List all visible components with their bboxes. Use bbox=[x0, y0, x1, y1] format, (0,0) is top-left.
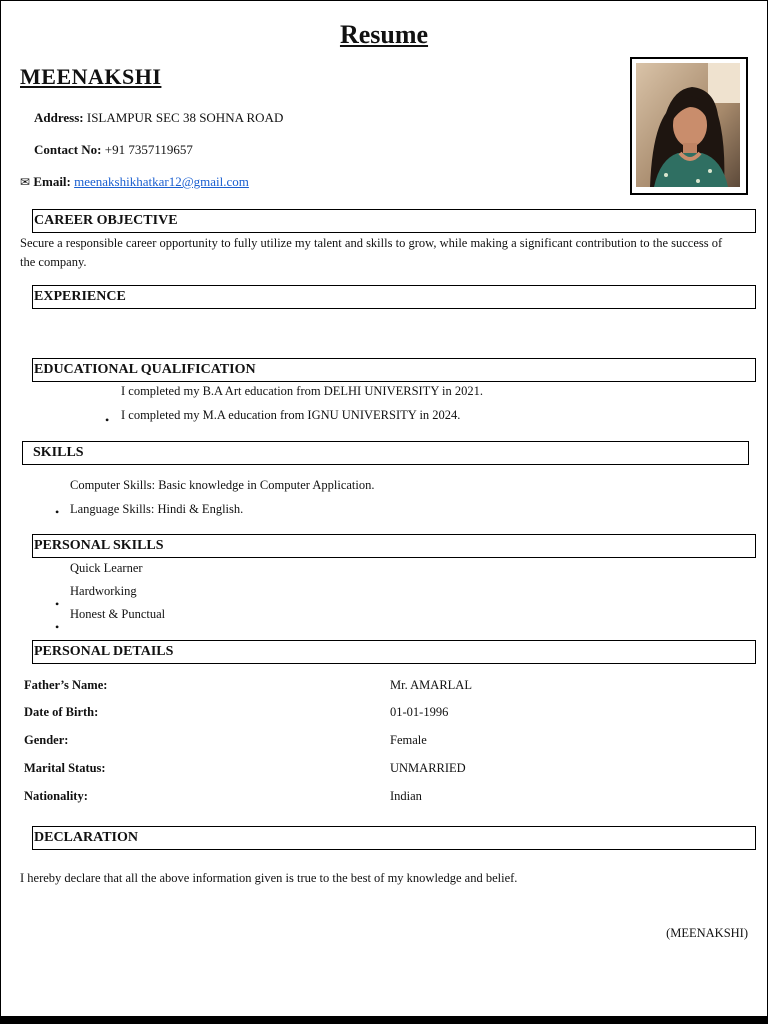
list-item: I completed my B.A Art education from DELHI UNIVERSITY in 2021. bbox=[121, 384, 483, 398]
photo-image bbox=[636, 63, 740, 187]
list-item: I completed my M.A education from IGNU UNIVERSITY in 2024. bbox=[121, 408, 461, 422]
list-item: Language Skills: Hindi & English. bbox=[70, 502, 244, 516]
portrait-illustration bbox=[636, 63, 740, 187]
detail-value-gender: Female bbox=[390, 733, 427, 747]
phone-value: +91 7357119657 bbox=[104, 142, 193, 157]
phone-line bbox=[34, 142, 193, 158]
section-header-declaration: DECLARATION bbox=[32, 826, 756, 850]
detail-value-dob: 01-01-1996 bbox=[390, 705, 449, 719]
address-line bbox=[34, 110, 283, 126]
bullet-icon: • bbox=[55, 620, 60, 634]
email-line bbox=[20, 174, 249, 190]
list-item: Hardworking bbox=[70, 584, 137, 598]
bullet-icon: • bbox=[105, 413, 110, 427]
address-value: ISLAMPUR SEC 38 SOHNA ROAD bbox=[86, 110, 284, 125]
section-header-skills: SKILLS bbox=[22, 441, 749, 465]
list-item: Honest & Punctual bbox=[70, 607, 166, 621]
detail-value-nationality: Indian bbox=[390, 789, 422, 803]
detail-value-father-name: Mr. AMARLAL bbox=[390, 678, 472, 692]
section-header-personal-details: PERSONAL DETAILS bbox=[32, 640, 756, 664]
declaration-text: I hereby declare that all the above information given is true to the best of my knowledge and belief. bbox=[20, 871, 518, 885]
envelope-icon: ✉ bbox=[20, 175, 31, 189]
list-item: Quick Learner bbox=[70, 561, 143, 575]
section-header-career-objective: CAREER OBJECTIVE bbox=[32, 209, 756, 233]
signature: (MEENAKSHI) bbox=[666, 926, 748, 940]
detail-label-marital-status: Marital Status: bbox=[24, 761, 106, 775]
email-label: Email: bbox=[33, 174, 71, 189]
detail-label-gender: Gender: bbox=[24, 733, 69, 747]
detail-label-father-name: Father’s Name: bbox=[24, 678, 108, 692]
document-title: Resume bbox=[339, 20, 429, 49]
bottom-border bbox=[0, 1016, 768, 1024]
bullet-icon: • bbox=[55, 597, 60, 611]
email-link[interactable]: meenakshikhatkar12@gmail.com bbox=[74, 174, 249, 189]
profile-photo bbox=[630, 57, 748, 195]
candidate-name: MEENAKSHI bbox=[20, 64, 162, 89]
list-item: Computer Skills: Basic knowledge in Computer Application. bbox=[70, 478, 375, 492]
detail-label-nationality: Nationality: bbox=[24, 789, 88, 803]
address-label: Address: bbox=[34, 110, 84, 125]
section-header-education: EDUCATIONAL QUALIFICATION bbox=[32, 358, 756, 382]
phone-label: Contact No: bbox=[34, 142, 102, 157]
section-header-experience: EXPERIENCE bbox=[32, 285, 756, 309]
career-objective-text: Secure a responsible career opportunity to fully utilize my talent and skills to grow, while making a significant contribution to the success of the company. bbox=[20, 236, 723, 269]
section-header-personal-skills: PERSONAL SKILLS bbox=[32, 534, 756, 558]
bullet-icon: • bbox=[55, 505, 60, 519]
detail-value-marital-status: UNMARRIED bbox=[390, 761, 466, 775]
detail-label-dob: Date of Birth: bbox=[24, 705, 99, 719]
